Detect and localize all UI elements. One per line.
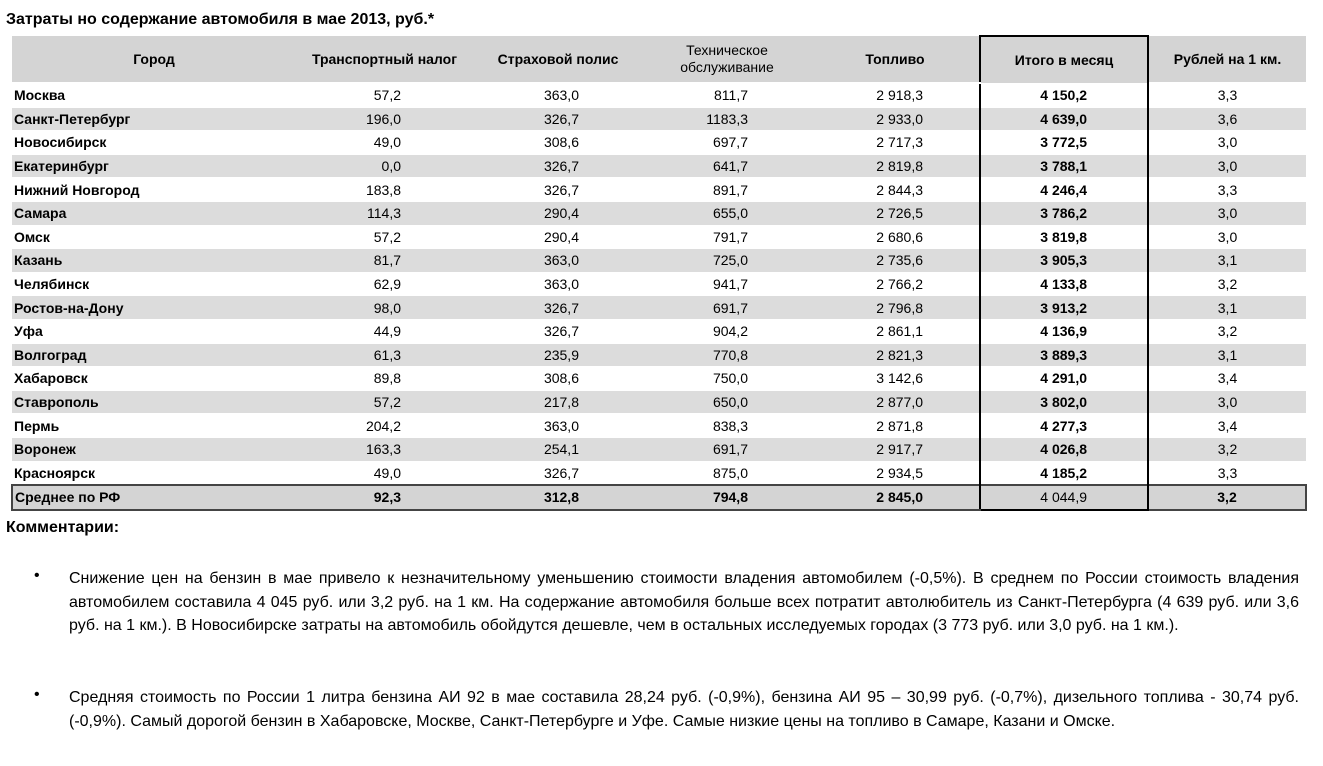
table-cell-tax: 183,8 (296, 178, 473, 202)
header-maintenance: Техническое обслуживание (643, 36, 811, 83)
table-cell-fuel: 2 766,2 (811, 272, 980, 296)
table-cell-total: 4 026,8 (980, 437, 1148, 461)
table-row (12, 83, 1306, 107)
table-cell-per-km: 3,4 (1148, 367, 1306, 391)
table-cell-insurance: 308,6 (473, 131, 643, 155)
comments-heading: Комментарии: (6, 519, 120, 536)
table-cell-city: Казань (12, 249, 296, 273)
table-cell-total: 4 246,4 (980, 178, 1148, 202)
table-cell-tax: 44,9 (296, 319, 473, 343)
table-body (12, 83, 1306, 510)
table-cell-tax: 0,0 (296, 154, 473, 178)
table-cell-fuel: 2 726,5 (811, 201, 980, 225)
table-cell-city: Ростов-на-Дону (12, 296, 296, 320)
table-cell-tax: 62,9 (296, 272, 473, 296)
table-cell-total: 4 136,9 (980, 319, 1148, 343)
header-insurance: Страховой полис (473, 36, 643, 83)
table-row (12, 367, 1306, 391)
table-cell-per-km: 3,0 (1148, 131, 1306, 155)
table-cell-city: Ставрополь (12, 390, 296, 414)
table-cell-fuel: 2 844,3 (811, 178, 980, 202)
table-cell-tax: 57,2 (296, 225, 473, 249)
table-row-average (12, 485, 1306, 510)
header-per-km: Рублей на 1 км. (1148, 36, 1306, 83)
table-cell-per-km: 3,4 (1148, 414, 1306, 438)
table-cell-insurance: 363,0 (473, 249, 643, 273)
table-row (12, 296, 1306, 320)
table-cell-maintenance: 750,0 (643, 367, 811, 391)
table-cell-fuel: 2 735,6 (811, 249, 980, 273)
table-cell-fuel: 2 821,3 (811, 343, 980, 367)
table-cell-tax: 49,0 (296, 131, 473, 155)
header-city: Город (12, 36, 296, 83)
table-cell-tax: 92,3 (296, 485, 473, 510)
table-cell-city: Красноярск (12, 461, 296, 485)
table-cell-total: 3 802,0 (980, 390, 1148, 414)
table-cell-maintenance: 697,7 (643, 131, 811, 155)
table-cell-per-km: 3,1 (1148, 249, 1306, 273)
table-cell-total: 4 277,3 (980, 414, 1148, 438)
table-cell-tax: 81,7 (296, 249, 473, 273)
table-cell-total: 3 786,2 (980, 201, 1148, 225)
table-cell-city: Самара (12, 201, 296, 225)
table-cell-city: Челябинск (12, 272, 296, 296)
table-cell-maintenance: 691,7 (643, 437, 811, 461)
table-cell-insurance: 235,9 (473, 343, 643, 367)
table-cell-fuel: 2 917,7 (811, 437, 980, 461)
table-cell-insurance: 290,4 (473, 225, 643, 249)
table-cell-maintenance: 691,7 (643, 296, 811, 320)
table-cell-maintenance: 811,7 (643, 83, 811, 107)
table-cell-tax: 89,8 (296, 367, 473, 391)
table-row (12, 343, 1306, 367)
table-cell-tax: 163,3 (296, 437, 473, 461)
table-cell-per-km: 3,6 (1148, 107, 1306, 131)
table-cell-maintenance: 1183,3 (643, 107, 811, 131)
table-cell-total: 4 150,2 (980, 83, 1148, 107)
table-cell-per-km: 3,3 (1148, 83, 1306, 107)
table-cell-fuel: 2 871,8 (811, 414, 980, 438)
table-row (12, 437, 1306, 461)
table-cell-maintenance: 791,7 (643, 225, 811, 249)
table-cell-insurance: 254,1 (473, 437, 643, 461)
table-row (12, 414, 1306, 438)
table-row (12, 154, 1306, 178)
table-cell-city: Омск (12, 225, 296, 249)
table-cell-city: Уфа (12, 319, 296, 343)
comment-paragraph: Снижение цен на бензин в мае привело к незначительному уменьшению стоимости владения автомобилем (-0,5%). В среднем по России стоимость владения автомобилем составила 4 045 руб. или 3,2 руб. на 1 км. На содержание автомобиля больше всех потратит автолюбитель из Санкт-Петербурга (4 639 руб. или 3,6 руб. на 1 км.). В Новосибирске затраты на автомобиль обойдутся дешевле, чем в остальных исследуемых городах (3 773 руб. или 3,0 руб. на 1 км.). (69, 570, 1299, 634)
header-total: Итого в месяц (980, 36, 1148, 83)
costs-table (11, 35, 1307, 511)
table-cell-total: 4 639,0 (980, 107, 1148, 131)
table-cell-insurance: 363,0 (473, 272, 643, 296)
table-cell-tax: 114,3 (296, 201, 473, 225)
comment-paragraph: Средняя стоимость по России 1 литра бензина АИ 92 в мае составила 28,24 руб. (-0,9%), бензина АИ 95 – 30,99 руб. (-0,7%), дизельного топлива - 30,74 руб. (-0,9%). Самый дорогой бензин в Хабаровске, Москве, Санкт-Петербурге и Уфе. Самые низкие цены на топливо в Самаре, Казани и Омске. (69, 689, 1299, 730)
table-cell-city: Волгоград (12, 343, 296, 367)
table-cell-per-km: 3,2 (1148, 437, 1306, 461)
table-row (12, 201, 1306, 225)
table-cell-maintenance: 641,7 (643, 154, 811, 178)
table-cell-tax: 57,2 (296, 390, 473, 414)
table-cell-insurance: 326,7 (473, 107, 643, 131)
table-cell-total: 4 291,0 (980, 367, 1148, 391)
table-cell-total: 3 889,3 (980, 343, 1148, 367)
bullet-icon: • (34, 567, 40, 584)
table-row (12, 107, 1306, 131)
header-fuel: Топливо (811, 36, 980, 83)
table-cell-maintenance: 891,7 (643, 178, 811, 202)
table-cell-per-km: 3,0 (1148, 201, 1306, 225)
table-cell-maintenance: 941,7 (643, 272, 811, 296)
table-cell-fuel: 3 142,6 (811, 367, 980, 391)
table-cell-per-km: 3,1 (1148, 296, 1306, 320)
table-row (12, 461, 1306, 485)
table-cell-insurance: 363,0 (473, 414, 643, 438)
table-cell-fuel: 2 796,8 (811, 296, 980, 320)
table-row (12, 249, 1306, 273)
table-cell-insurance: 312,8 (473, 485, 643, 510)
table-cell-fuel: 2 933,0 (811, 107, 980, 131)
table-row (12, 225, 1306, 249)
page-title: Затраты но содержание автомобиля в мае 2013, руб.* (6, 11, 435, 28)
table-cell-maintenance: 875,0 (643, 461, 811, 485)
table-cell-insurance: 308,6 (473, 367, 643, 391)
table-cell-per-km: 3,0 (1148, 390, 1306, 414)
table-cell-per-km: 3,1 (1148, 343, 1306, 367)
table-cell-city: Новосибирск (12, 131, 296, 155)
table-cell-fuel: 2 918,3 (811, 83, 980, 107)
header-tax: Транспортный налог (296, 36, 473, 83)
table-row (12, 319, 1306, 343)
table-cell-total: 3 913,2 (980, 296, 1148, 320)
table-cell-city: Среднее по РФ (12, 485, 296, 510)
table-cell-fuel: 2 717,3 (811, 131, 980, 155)
table-cell-total: 4 044,9 (980, 485, 1148, 510)
table-cell-maintenance: 770,8 (643, 343, 811, 367)
table-cell-insurance: 326,7 (473, 296, 643, 320)
table-cell-maintenance: 794,8 (643, 485, 811, 510)
table-cell-fuel: 2 861,1 (811, 319, 980, 343)
table-cell-city: Нижний Новгород (12, 178, 296, 202)
table-header-row (12, 36, 1306, 83)
table-cell-total: 3 819,8 (980, 225, 1148, 249)
table-cell-insurance: 326,7 (473, 154, 643, 178)
table-row (12, 131, 1306, 155)
table-row (12, 272, 1306, 296)
table-cell-per-km: 3,0 (1148, 154, 1306, 178)
table-cell-city: Санкт-Петербург (12, 107, 296, 131)
table-cell-tax: 49,0 (296, 461, 473, 485)
table-cell-total: 4 133,8 (980, 272, 1148, 296)
table-cell-tax: 98,0 (296, 296, 473, 320)
table-cell-fuel: 2 819,8 (811, 154, 980, 178)
table-cell-insurance: 326,7 (473, 319, 643, 343)
table-cell-insurance: 290,4 (473, 201, 643, 225)
table-cell-per-km: 3,0 (1148, 225, 1306, 249)
bullet-icon: • (34, 686, 40, 703)
table-cell-maintenance: 725,0 (643, 249, 811, 273)
table-cell-per-km: 3,2 (1148, 485, 1306, 510)
table-cell-fuel: 2 877,0 (811, 390, 980, 414)
table-cell-insurance: 326,7 (473, 461, 643, 485)
table-cell-insurance: 326,7 (473, 178, 643, 202)
table-cell-maintenance: 838,3 (643, 414, 811, 438)
table-cell-tax: 61,3 (296, 343, 473, 367)
table-cell-total: 3 905,3 (980, 249, 1148, 273)
table-row (12, 178, 1306, 202)
table-cell-fuel: 2 680,6 (811, 225, 980, 249)
table-cell-city: Воронеж (12, 437, 296, 461)
table-cell-city: Москва (12, 83, 296, 107)
table-row (12, 390, 1306, 414)
table-cell-maintenance: 655,0 (643, 201, 811, 225)
table-cell-per-km: 3,2 (1148, 319, 1306, 343)
table-cell-per-km: 3,3 (1148, 461, 1306, 485)
table-cell-total: 4 185,2 (980, 461, 1148, 485)
table-cell-tax: 57,2 (296, 83, 473, 107)
table-cell-total: 3 788,1 (980, 154, 1148, 178)
table-cell-maintenance: 904,2 (643, 319, 811, 343)
table-cell-city: Хабаровск (12, 367, 296, 391)
table-cell-city: Екатеринбург (12, 154, 296, 178)
table-cell-insurance: 217,8 (473, 390, 643, 414)
table-cell-tax: 196,0 (296, 107, 473, 131)
table-cell-fuel: 2 934,5 (811, 461, 980, 485)
table-cell-insurance: 363,0 (473, 83, 643, 107)
table-cell-total: 3 772,5 (980, 131, 1148, 155)
table-cell-per-km: 3,2 (1148, 272, 1306, 296)
table-cell-per-km: 3,3 (1148, 178, 1306, 202)
table-cell-tax: 204,2 (296, 414, 473, 438)
table-cell-city: Пермь (12, 414, 296, 438)
table-cell-maintenance: 650,0 (643, 390, 811, 414)
table-cell-fuel: 2 845,0 (811, 485, 980, 510)
